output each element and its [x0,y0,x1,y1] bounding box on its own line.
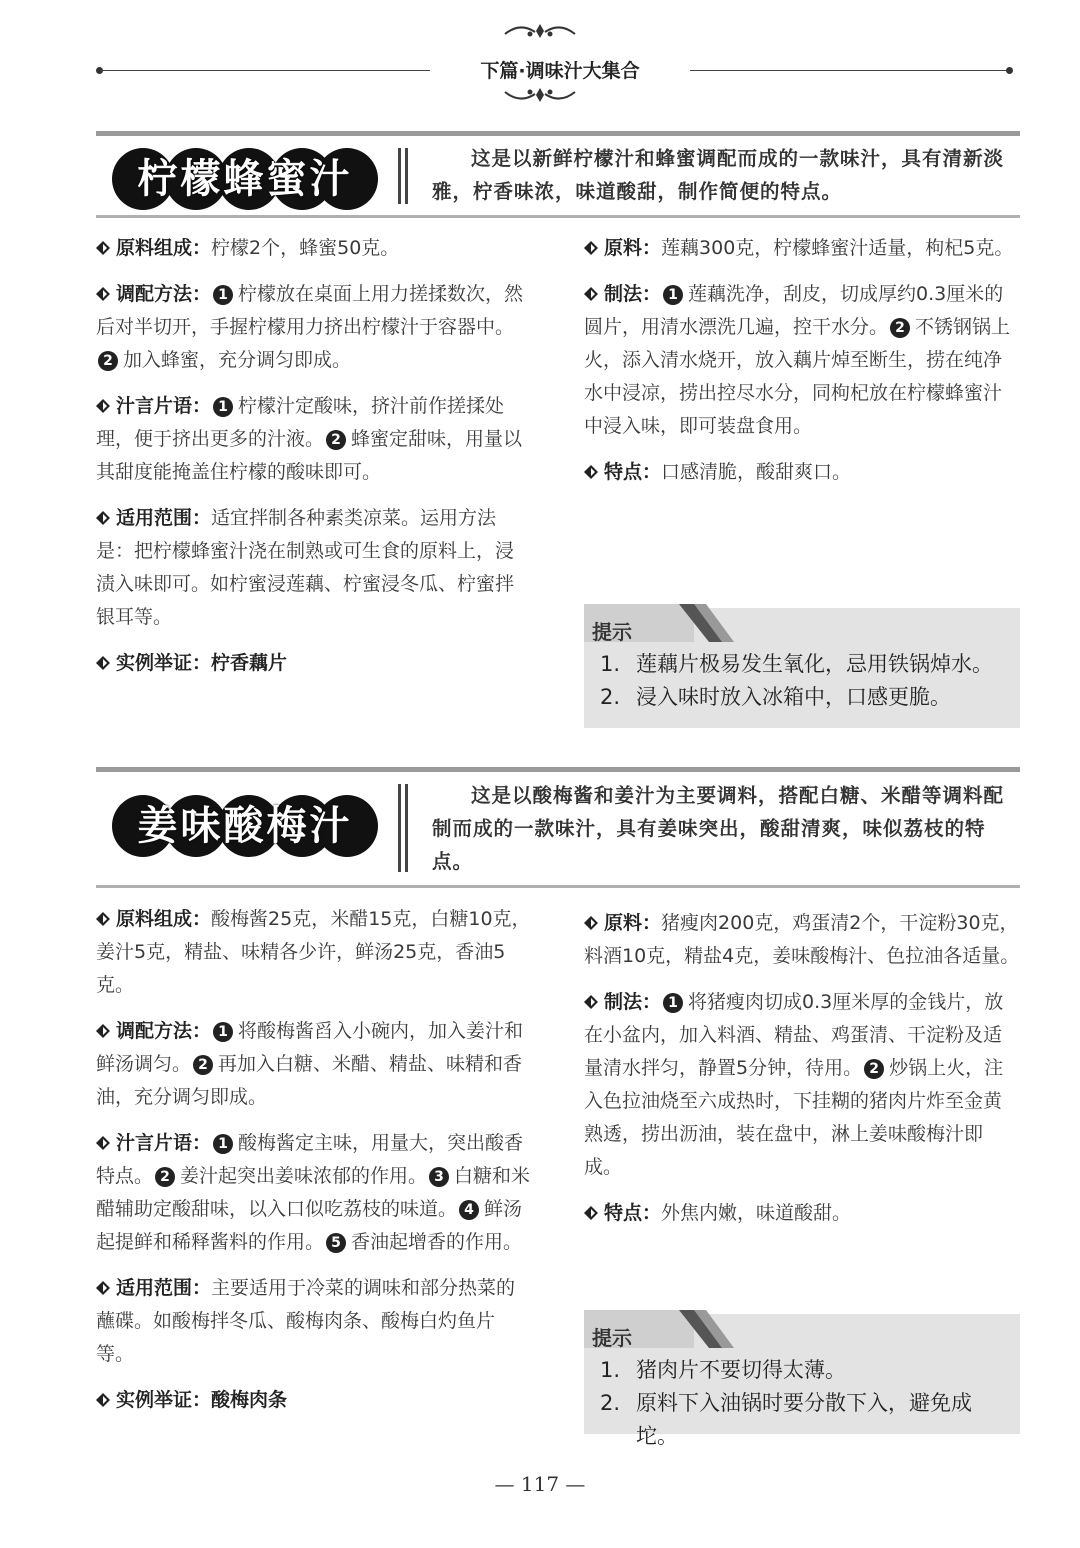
text: 白糖和米醋辅助定酸甜味，以入口似吃荔枝的味道。 [96,1165,531,1220]
paragraph-composition [96,903,532,1002]
paragraph-method [96,278,532,377]
label: 汁言片语： [116,1132,212,1154]
paragraph-example [96,647,532,680]
text: 再加入白糖、米醋、精盐、味精和香油，充分调匀即成。 [96,1053,523,1108]
paragraph-ingredients [584,907,1020,973]
tip-list [584,1354,1020,1453]
text: 适宜拌制各种素类凉菜。运用方法是：把柠檬蜂蜜汁浇在制熟或可生食的原料上，浸渍入味即可。如柠蜜浸莲藕、柠蜜浸冬瓜、柠蜜拌银耳等。 [96,507,515,628]
step-number-icon: 5 [326,1233,346,1253]
step-number-icon: 2 [864,1059,884,1079]
label: 原料组成： [116,908,212,930]
text: 鲜汤起提鲜和稀释酱料的作用。 [96,1198,523,1253]
label: 实例举证： [116,1389,212,1411]
running-header: 下篇·调味汁大集合 [480,60,640,82]
text: 姜汁起突出姜味浓郁的作用。 [180,1165,428,1187]
text: 酸梅肉条 [211,1389,288,1411]
step-number-icon: 1 [213,285,233,305]
text: 酸梅酱定主味，用量大，突出酸香特点。 [96,1132,524,1187]
paragraph-example [96,1384,532,1417]
diamond-bullet-icon [96,656,110,670]
diamond-bullet-icon [96,1136,110,1150]
label: 适用范围： [116,1277,212,1299]
diamond-bullet-icon [96,1393,110,1407]
text: 将猪瘦肉切成0.3厘米厚的金钱片，放在小盆内，加入料酒、精盐、鸡蛋清、干淀粉及适量清水拌匀，静置5分钟，待用。 [584,991,1004,1079]
paragraph-features [584,456,1020,489]
text: 柠檬放在桌面上用力搓揉数次，然后对半切开，手握柠檬用力挤出柠檬汁于容器中。 [96,283,524,338]
label: 制法： [604,991,662,1013]
diamond-bullet-icon [584,287,598,301]
header-ornament-bottom [500,86,580,104]
diamond-bullet-icon [584,916,598,930]
tip-box [584,1314,1020,1448]
tip-label: 提示 [592,620,632,644]
text: 柠檬2个，蜂蜜50克。 [211,237,400,259]
text: 酸梅酱25克，米醋15克，白糖10克，姜汁5克，精盐、味精各少许，鲜汤25克，香油5克。 [96,908,531,996]
diamond-bullet-icon [96,1281,110,1295]
header-line-right [690,70,1010,71]
step-number-icon: 2 [326,430,346,450]
paragraph-usage [96,502,532,634]
text: 莲藕300克，柠檬蜂蜜汁适量，枸杞5克。 [661,237,1014,259]
text: 莲藕洗净，刮皮，切成厚约0.3厘米的圆片，用清水漂洗几遍，控干水分。 [584,283,1004,338]
text: 炒锅上火，注入色拉油烧至六成热时，下挂糊的猪肉片炸至金黄熟透，捞出沥油，装在盘中，淋上姜味酸梅汁即成。 [584,1057,1004,1178]
header-line-left [100,70,430,71]
paragraph-usage [96,1272,532,1371]
diamond-bullet-icon [584,1206,598,1220]
section-rule-bottom [96,215,1020,218]
header-ornament-top [500,22,580,40]
text: 外焦内嫩，味道酸甜。 [661,1202,852,1224]
step-number-icon: 2 [155,1167,175,1187]
step-number-icon: 1 [663,993,683,1013]
label: 汁言片语： [116,395,212,417]
section-intro: 这是以新鲜柠檬汁和蜂蜜调配而成的一款味汁，具有清新淡雅，柠香味浓，味道酸甜，制作简便的特点。 [432,147,1005,203]
recipe-column [584,907,1020,1243]
text: 主要适用于冷菜的调味和部分热菜的蘸碟。如酸梅拌冬瓜、酸梅肉条、酸梅白灼鱼片等。 [96,1277,516,1365]
diamond-bullet-icon [96,399,110,413]
label: 实例举证： [116,652,212,674]
tip-item: 2. 浸入味时放入冰箱中，口感更脆。 [600,685,951,709]
text: 将酸梅酱舀入小碗内，加入姜汁和鲜汤调匀。 [96,1020,524,1075]
label: 原料： [604,912,662,934]
intro-divider [405,784,408,872]
intro-divider [405,148,408,204]
step-number-icon: 1 [213,397,233,417]
text: 香油起增香的作用。 [351,1231,523,1253]
step-number-icon: 2 [193,1055,213,1075]
label: 原料组成： [116,237,212,259]
diamond-bullet-icon [96,1024,110,1038]
text: 柠香藕片 [211,652,288,674]
tip-box [584,608,1020,728]
ingredients-column [96,232,532,693]
label: 制法： [604,283,662,305]
label: 原料： [604,237,662,259]
text: 柠檬汁定酸味，挤汁前作搓揉处理，便于挤出更多的汁液。 [96,395,505,450]
intro-divider [398,148,401,204]
tip-item: 2. 原料下入油锅时要分散下入，避免成坨。 [600,1391,972,1448]
diamond-bullet-icon [584,241,598,255]
intro-divider [398,784,401,872]
paragraph-composition [96,232,532,265]
section-rule-top [96,131,1020,136]
step-number-icon: 2 [890,318,910,338]
paragraph-features [584,1197,1020,1230]
step-number-icon: 2 [98,351,118,371]
tip-label: 提示 [592,1326,632,1350]
label: 调配方法： [116,1020,212,1042]
paragraph-notes [96,390,532,489]
step-number-icon: 1 [663,285,683,305]
text: 不锈钢锅上火，添入清水烧开，放入藕片焯至断生，捞在纯净水中浸凉，捞出控尽水分，同枸杞放在柠檬蜂蜜汁中浸入味，即可装盘食用。 [584,316,1011,437]
tip-list [584,648,1007,714]
diamond-bullet-icon [96,511,110,525]
label: 特点： [604,1202,662,1224]
paragraph-method [96,1015,532,1114]
diamond-bullet-icon [584,995,598,1009]
text: 蜂蜜定甜味，用量以其甜度能掩盖住柠檬的酸味即可。 [96,428,523,483]
step-number-icon: 3 [429,1167,449,1187]
section-title: 姜味酸梅汁 [137,803,353,849]
section-intro: 这是以酸梅酱和姜汁为主要调料，搭配白糖、米醋等调料配制而成的一款味汁，具有姜味突出，酸甜清爽，味似荔枝的特点。 [432,784,1005,873]
header-line-dot-right [1006,67,1013,74]
label: 适用范围： [116,507,212,529]
recipe-column [584,232,1020,502]
page-number: — 117 — [494,1472,586,1496]
text: 加入蜂蜜，充分调匀即成。 [123,349,352,371]
text: 猪瘦肉200克，鸡蛋清2个，干淀粉30克，料酒10克，精盐4克，姜味酸梅汁、色拉油各适量。 [584,912,1020,967]
label: 调配方法： [116,283,212,305]
diamond-bullet-icon [96,912,110,926]
diamond-bullet-icon [584,465,598,479]
diamond-bullet-icon [96,287,110,301]
diamond-bullet-icon [96,241,110,255]
section-title: 柠檬蜂蜜汁 [137,156,353,202]
paragraph-steps [584,986,1020,1184]
text: 口感清脆，酸甜爽口。 [661,461,852,483]
paragraph-notes [96,1127,532,1259]
paragraph-steps [584,278,1020,443]
section-rule-top [96,767,1020,772]
label: 特点： [604,461,662,483]
section-rule-bottom [96,885,1020,888]
step-number-icon: 4 [459,1200,479,1220]
step-number-icon: 1 [213,1134,233,1154]
ingredients-column [96,903,532,1430]
tip-item: 1. 莲藕片极易发生氧化，忌用铁锅焯水。 [600,652,993,676]
tip-item: 1. 猪肉片不要切得太薄。 [600,1358,846,1382]
paragraph-ingredients [584,232,1020,265]
step-number-icon: 1 [213,1022,233,1042]
